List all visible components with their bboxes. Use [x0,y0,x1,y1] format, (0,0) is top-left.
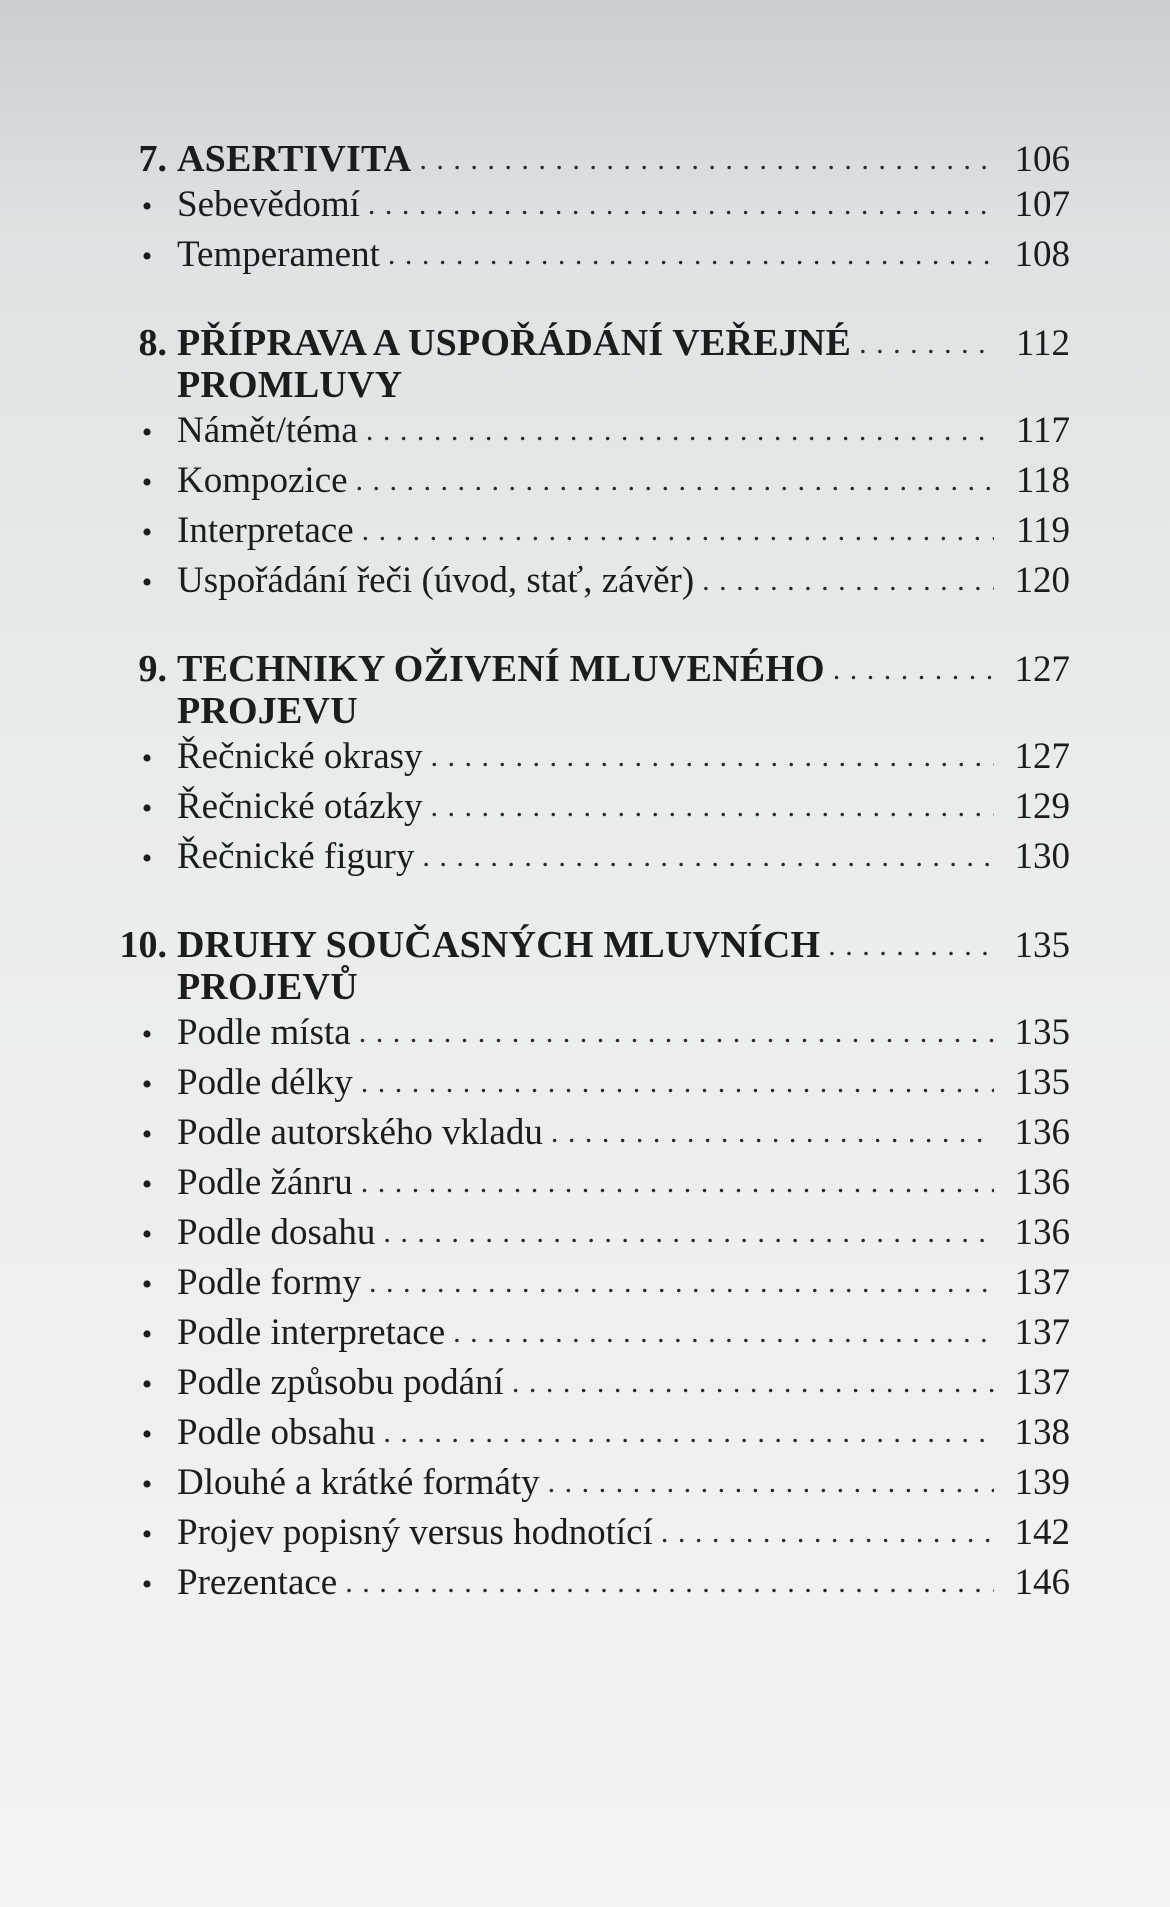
toc-entry-page: 127 [1014,736,1070,777]
toc-entry-label: Řečnické figury [177,836,415,877]
toc-entry [95,1408,1070,1458]
dot-leader [383,1408,994,1458]
dot-leader [359,1008,994,1058]
toc-entry-page: 137 [1014,1262,1070,1303]
chapter-number: 8. [138,322,167,364]
bullet-icon: • [141,1518,153,1551]
toc-entry-page: 107 [1014,184,1070,225]
bullet-icon: • [141,1368,153,1401]
bullet-icon: • [141,1268,153,1301]
chapter-title-continuation: PROJEVU [177,690,358,732]
dot-leader [369,1258,994,1308]
dot-leader [362,506,994,556]
toc-entry [95,1108,1070,1158]
chapter-page-number: 112 [1015,323,1070,364]
toc-entry-label: Temperament [177,234,380,275]
toc-entry [95,732,1070,782]
dot-leader [828,925,994,967]
dot-leader [431,782,994,832]
bullet-icon: • [141,1118,153,1151]
chapter-title-continuation: PROMLUVY [177,364,403,406]
toc-entry [95,1008,1070,1058]
bullet-icon: • [141,516,153,549]
toc-entry-page: 136 [1014,1212,1070,1253]
toc-entry [95,832,1070,882]
toc-chapter-heading [95,648,1070,690]
toc-entry [95,1558,1070,1608]
toc-entry [95,1458,1070,1508]
toc-entry-page: 137 [1014,1312,1070,1353]
bullet-icon: • [141,466,153,499]
chapter-number: 10. [119,924,167,966]
toc-entry [95,1158,1070,1208]
dot-leader [361,1158,994,1208]
bullet-icon: • [141,842,153,875]
toc-entry-label: Řečnické okrasy [177,736,423,777]
toc-entry-page: 135 [1014,1062,1070,1103]
toc-entry [95,782,1070,832]
bullet-icon: • [141,240,153,273]
toc-entry [95,180,1070,230]
chapter-title-continuation-row [95,690,1070,732]
toc-entry-page: 137 [1014,1362,1070,1403]
toc-entry-page: 138 [1014,1412,1070,1453]
toc-entry [95,1208,1070,1258]
dot-leader [548,1458,994,1508]
toc-chapter-heading [95,924,1070,966]
toc-entry-label: Podle formy [177,1262,361,1303]
chapter-title-continuation: PROJEVŮ [177,966,358,1008]
dot-leader [512,1358,994,1408]
bullet-icon: • [141,1468,153,1501]
bullet-icon: • [141,416,153,449]
bullet-icon: • [141,1418,153,1451]
toc-entry [95,1058,1070,1108]
toc-entry-label: Kompozice [177,460,348,501]
toc-entry-page: 129 [1014,786,1070,827]
chapter-title: DRUHY SOUČASNÝCH MLUVNÍCH [177,924,821,966]
toc-entry-label: Podle způsobu podání [177,1362,504,1403]
bullet-icon: • [141,1018,153,1051]
toc-entry-page: 119 [1015,510,1070,551]
toc-entry [95,1358,1070,1408]
bullet-icon: • [141,792,153,825]
toc-entry-label: Podle místa [177,1012,351,1053]
toc-entry [95,1258,1070,1308]
toc-entry-label: Podle obsahu [177,1412,376,1453]
chapter-title: TECHNIKY OŽIVENÍ MLUVENÉHO [177,648,825,690]
bullet-icon: • [141,566,153,599]
bullet-icon: • [141,1068,153,1101]
chapter-page-number: 135 [1014,925,1070,966]
toc-chapter-9 [95,648,1070,882]
chapter-title-continuation-row [95,966,1070,1008]
toc-entry-page: 136 [1014,1112,1070,1153]
toc-chapter-heading [95,138,1070,180]
dot-leader [702,556,994,606]
toc-entry-label: Podle délky [177,1062,353,1103]
toc-entry-label: Podle interpretace [177,1312,446,1353]
toc-entry-label: Interpretace [177,510,354,551]
toc-entry-label: Prezentace [177,1562,338,1603]
chapter-page-number: 127 [1014,649,1070,690]
chapter-page-number: 106 [1014,139,1070,180]
toc-entry-page: 117 [1015,410,1070,451]
toc-entry-page: 146 [1014,1562,1070,1603]
dot-leader [419,139,994,181]
toc-entry-label: Uspořádání řeči (úvod, stať, závěr) [177,560,695,601]
toc-entry [95,1508,1070,1558]
dot-leader [453,1308,994,1358]
dot-leader [383,1208,994,1258]
toc-entry [95,556,1070,606]
toc-chapter-7 [95,138,1070,280]
toc-chapter-10 [95,924,1070,1608]
toc-chapter-heading [95,322,1070,364]
dot-leader [388,230,994,280]
dot-leader [431,732,994,782]
dot-leader [356,456,994,506]
toc-entry-page: 120 [1014,560,1070,601]
chapter-title-continuation-row [95,364,1070,406]
toc-entry [95,1308,1070,1358]
toc-entry-label: Řečnické otázky [177,786,423,827]
dot-leader [361,1058,994,1108]
dot-leader [368,180,994,230]
bullet-icon: • [141,1318,153,1351]
chapter-number: 7. [138,138,167,180]
toc-entry-label: Dlouhé a krátké formáty [177,1462,540,1503]
toc-entry-page: 142 [1014,1512,1070,1553]
dot-leader [422,832,994,882]
toc-entry-label: Sebevědomí [177,184,360,225]
bullet-icon: • [141,1218,153,1251]
toc-entry [95,406,1070,456]
bullet-icon: • [141,742,153,775]
toc-entry [95,506,1070,556]
toc-entry-page: 139 [1014,1462,1070,1503]
toc-entry-label: Podle dosahu [177,1212,376,1253]
toc-entry-page: 108 [1014,234,1070,275]
toc-entry-label: Podle žánru [177,1162,353,1203]
bullet-icon: • [141,1168,153,1201]
chapter-title: ASERTIVITA [177,138,412,180]
table-of-contents [95,138,1070,1650]
toc-entry-label: Projev popisný versus hodnotící [177,1512,653,1553]
toc-entry-page: 135 [1014,1012,1070,1053]
chapter-number: 9. [138,648,167,690]
dot-leader [345,1558,994,1608]
toc-entry [95,230,1070,280]
dot-leader [551,1108,994,1158]
dot-leader [661,1508,994,1558]
bullet-icon: • [141,190,153,223]
toc-entry-page: 118 [1015,460,1070,501]
toc-entry [95,456,1070,506]
toc-entry-page: 130 [1014,836,1070,877]
toc-entry-label: Podle autorského vkladu [177,1112,543,1153]
bullet-icon: • [141,1568,153,1601]
toc-entry-page: 136 [1014,1162,1070,1203]
dot-leader [859,323,994,365]
toc-chapter-8 [95,322,1070,606]
chapter-title: PŘÍPRAVA A USPOŘÁDÁNÍ VEŘEJNÉ [177,322,852,364]
toc-entry-label: Námět/téma [177,410,358,451]
dot-leader [366,406,994,456]
dot-leader [833,649,994,691]
